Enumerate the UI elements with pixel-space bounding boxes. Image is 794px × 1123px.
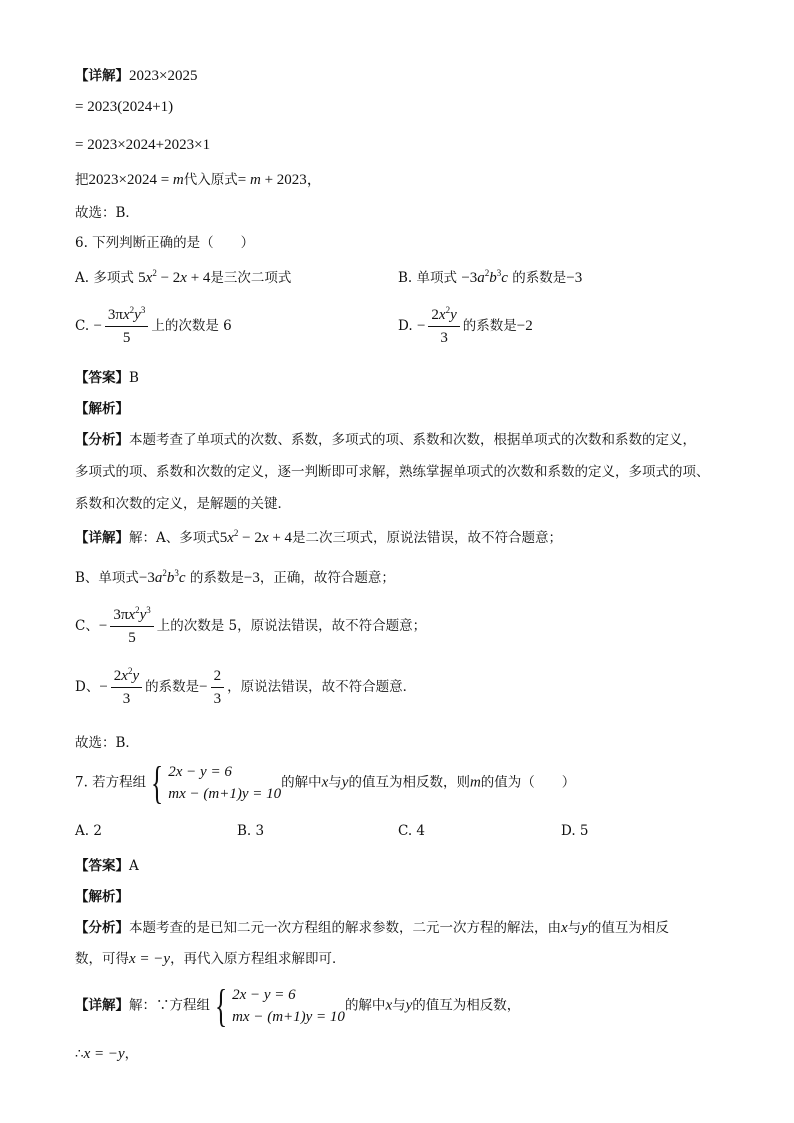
q6-detail-a [75, 526, 562, 547]
minus: − [98, 618, 108, 634]
choose-line: 故选：B． [75, 205, 139, 221]
text: 与 [567, 920, 582, 936]
var-y: y [341, 774, 349, 791]
detail-label: 【详解】 [75, 530, 129, 546]
text: 解：A、多项式 [129, 530, 220, 546]
text: 的值互为相反数，则 [348, 774, 470, 791]
math-expr: $5x^2 - 2x + 4$ [138, 268, 211, 286]
therefore-symbol: ∴ [75, 1046, 84, 1062]
text: 数，可得 [75, 951, 129, 967]
text: D. [398, 318, 413, 334]
detail-line-2: = 2023(2024+1) [75, 99, 174, 115]
minus: − [93, 318, 102, 334]
q7-analysis-label: 【解析】 [75, 889, 129, 905]
q7-therefore [75, 1042, 138, 1063]
math-expr: 2023×2025 [129, 68, 198, 84]
math-value: −3 [243, 570, 260, 586]
q6-choose: 故选：B． [75, 735, 139, 751]
fraction: $\frac{3\pi x^2y^3}{5}$ [105, 306, 148, 347]
answer-label: 【答案】 [75, 370, 129, 386]
text: 的系数是 [189, 570, 244, 586]
detail-label: 【详解】 [75, 997, 129, 1014]
math-value: −2 [516, 318, 533, 334]
math-expr: $-3a^2b^3c$ [138, 568, 186, 586]
text: 本题考查的是已知二元一次方程组的解求参数，二元一次方程的解法，由 [129, 920, 561, 936]
answer-label: 【答案】 [75, 858, 129, 874]
minus: − [416, 318, 426, 334]
minus: − [99, 679, 108, 695]
answer-value: B [129, 370, 139, 386]
text: 解：∵方程组 [129, 997, 210, 1014]
fraction: $\frac{2x^2y}{3}$ [111, 667, 142, 708]
q7-stem [75, 757, 576, 808]
text: 的解中 [281, 774, 322, 791]
math-value: −3 [566, 270, 583, 286]
detail-line-3: = 2023×2024+2023×1 [75, 137, 211, 153]
var-x: x [561, 920, 568, 936]
fraction: $\frac{2}{3}$ [211, 667, 225, 708]
fraction: $\frac{2x^2y}{3}$ [428, 306, 459, 347]
detail-line-4 [75, 168, 322, 189]
text: 的值互为相反数， [412, 997, 521, 1014]
equation-system: { 2x − y = 6 mx − (m+1)y = 10 [151, 757, 282, 808]
q7-option-a: A. 2 [75, 823, 102, 839]
q6-fenxi-line-3: 系数和次数的定义，是解题的关键． [75, 496, 291, 512]
var-m: m [172, 172, 184, 188]
equation-1: 2x − y = 6 [232, 987, 296, 1003]
q7-fenxi-line-1 [75, 916, 669, 937]
equation-2: mx − (m+1)y = 10 [168, 786, 282, 802]
text: B. 单项式 [398, 270, 458, 286]
math-expr: $-3a^2b^3c$ [461, 268, 508, 286]
text: 的值互为相反 [587, 920, 669, 936]
text: 的系数是 [512, 270, 567, 286]
answer-value: A [129, 858, 139, 874]
math-expr: = [237, 172, 250, 188]
math-expr: $5x^2 - 2x + 4$ [219, 528, 293, 546]
fraction: $\frac{3\pi x^2y^3}{5}$ [110, 606, 153, 647]
text: 的系数是 [462, 318, 517, 334]
q7-fenxi-line-2 [75, 947, 346, 968]
q6-option-b [398, 266, 582, 287]
equation-system: { 2x − y = 6 mx − (m+1)y = 10 [214, 980, 345, 1031]
text: ，原说法错误，故不符合题意． [227, 679, 417, 695]
text: A. 多项式 [75, 270, 134, 286]
var-y: y [405, 997, 413, 1014]
text: ，再代入原方程组求解即可． [170, 951, 346, 967]
equation-2: mx − (m+1)y = 10 [232, 1009, 345, 1025]
q6-detail-c [75, 606, 426, 647]
detail-line-1 [75, 64, 197, 85]
text: 与 [328, 774, 342, 791]
q6-analysis-label: 【解析】 [75, 401, 129, 417]
text: 上的次数是 5，原说法错误，故不符合题意； [156, 618, 427, 634]
text: 与 [392, 997, 406, 1014]
text: C. [75, 318, 90, 334]
q6-detail-b [75, 566, 395, 587]
q6-option-c [75, 306, 232, 347]
text: ， [124, 1046, 139, 1062]
q6-fenxi-line-2: 多项式的项、系数和次数的定义，逐一判断即可求解，熟练掌握单项式的次数和系数的定义，多项式的项、 [75, 464, 710, 480]
q6-stem: 6. 下列判断正确的是（ ） [75, 235, 255, 251]
text: 的解中 [344, 997, 386, 1014]
text: ，正确，故符合题意； [259, 570, 395, 586]
math-expr: x = −y [83, 1046, 125, 1062]
var-x: x [321, 774, 329, 791]
q7-option-c: C. 4 [398, 823, 426, 839]
text: 本题考查了单项式的次数、系数，多项式的项、系数和次数，根据单项式的次数和系数的定义， [129, 432, 696, 448]
text: 是三次二项式 [210, 270, 292, 286]
q6-fenxi-line-1 [75, 428, 696, 448]
q7-answer [75, 854, 139, 874]
text: 代入原式 [183, 172, 238, 188]
detail-label: 【详解】 [75, 68, 129, 84]
q6-option-d [398, 306, 533, 347]
math-expr: 2023×2024 = [88, 172, 173, 188]
q6-option-a [75, 266, 291, 287]
text: B、单项式 [75, 570, 139, 586]
text: 的值为（ ） [480, 774, 576, 791]
text: C、 [75, 618, 99, 634]
fenxi-label: 【分析】 [75, 432, 129, 448]
var-m: m [469, 774, 481, 791]
var-x: x [385, 997, 393, 1014]
q6-detail-d [75, 667, 416, 708]
text: 把 [75, 172, 89, 188]
q7-option-d: D. 5 [561, 823, 589, 839]
text: 是二次三项式，原说法错误，故不符合题意； [292, 530, 563, 546]
equation-1: 2x − y = 6 [168, 764, 232, 780]
math-expr: + 2023， [260, 172, 322, 188]
fenxi-label: 【分析】 [75, 920, 129, 936]
text: D、 [75, 679, 100, 695]
text: 的系数是 [145, 679, 200, 695]
var-m: m [249, 172, 261, 188]
var-y: y [581, 920, 588, 936]
q7-option-b: B. 3 [237, 823, 265, 839]
q7-detail [75, 980, 521, 1031]
math-expr: x = −y [129, 951, 171, 967]
q6-answer [75, 366, 139, 386]
minus: − [199, 679, 208, 695]
text: 7. 若方程组 [75, 774, 147, 791]
text: 上的次数是 6 [151, 318, 232, 334]
